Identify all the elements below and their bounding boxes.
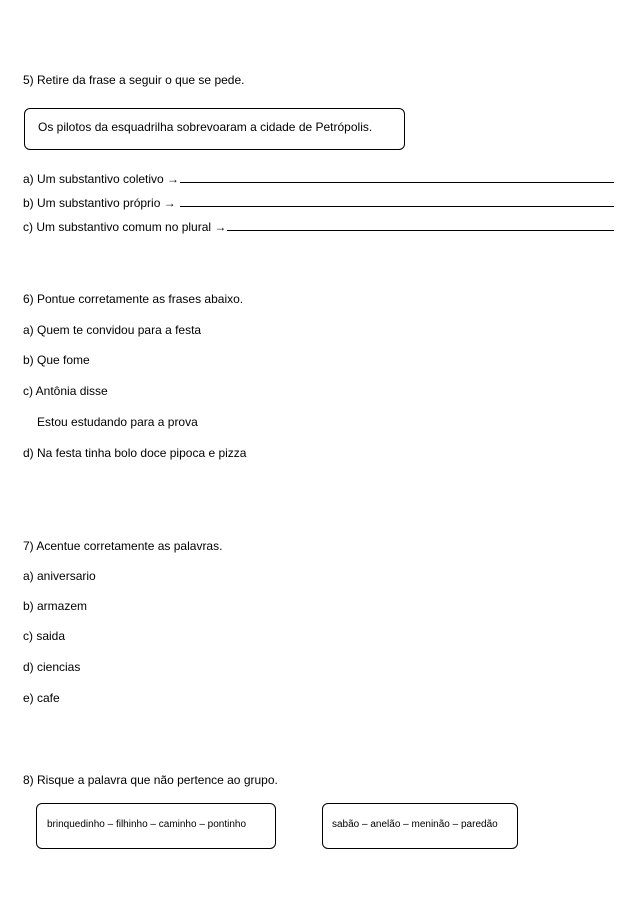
sentence-box: [24, 108, 405, 150]
answer-label-c: c) Um substantivo comum no plural →: [23, 220, 227, 234]
answer-blank-c[interactable]: [227, 220, 614, 231]
q7-item-d: d) ciencias: [23, 660, 81, 674]
word-group-1: brinquedinho – filhinho – caminho – pontinho: [47, 819, 247, 830]
word-group-box-2: [322, 803, 518, 849]
q7-item-b: b) armazem: [23, 599, 88, 613]
word-group-box-1: [36, 803, 276, 849]
q6-item-b: b) Que fome: [23, 353, 90, 367]
q7-item-a: a) aniversario: [23, 569, 96, 583]
q7-item-c: c) saida: [23, 629, 66, 643]
question-7-title: 7) Acentue corretamente as palavras.: [23, 539, 223, 553]
q6-item-d: d) Na festa tinha bolo doce pipoca e pizza: [23, 446, 247, 460]
q6-item-a: a) Quem te convidou para a festa: [23, 323, 202, 337]
question-5-title: 5) Retire da frase a seguir o que se pede.: [23, 73, 245, 87]
sentence-text: Os pilotos da esquadrilha sobrevoaram a cidade de Petrópolis.: [38, 120, 373, 134]
q7-item-e: e) cafe: [23, 691, 60, 705]
answer-line-b: [23, 196, 614, 210]
word-group-2: sabão – anelão – meninão – paredão: [332, 819, 498, 830]
answer-line-c: [23, 220, 614, 234]
answer-label-b: b) Um substantivo próprio →: [23, 196, 180, 210]
answer-line-a: [23, 172, 614, 186]
answer-label-a: a) Um substantivo coletivo →: [23, 172, 180, 186]
question-8-title: 8) Risque a palavra que não pertence ao grupo.: [23, 773, 278, 787]
answer-blank-a[interactable]: [180, 172, 614, 183]
q6-item-c: c) Antônia disse: [23, 384, 108, 398]
question-6-title: 6) Pontue corretamente as frases abaixo.: [23, 292, 244, 306]
q6-item-c-quote: Estou estudando para a prova: [37, 415, 198, 429]
answer-blank-b[interactable]: [180, 196, 614, 207]
